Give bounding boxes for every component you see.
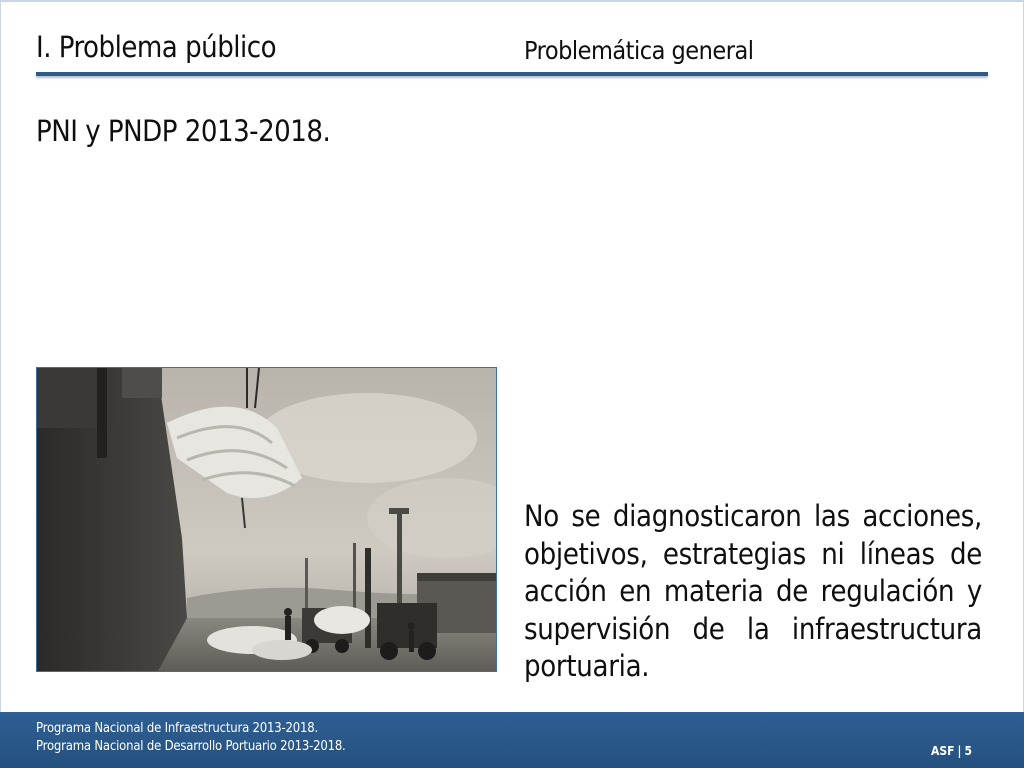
page-number: 5 [964,744,972,758]
footer-source-2: Programa Nacional de Desarrollo Portuario 2013-2018. [36,739,346,754]
left-border [0,0,1,712]
body-paragraph: No se diagnosticaron las acciones, objetivos, estrategias ni líneas de acción en materia de regulación y supervisión de la infraestructura portuaria. [524,499,982,683]
title-divider [36,72,988,76]
label-separator: | [957,744,962,758]
page-label [931,744,972,758]
footer-bar [0,712,1024,768]
port-cargo-photo [36,367,497,672]
top-border [0,0,1024,2]
footer-source-1: Programa Nacional de Infraestructura 2013-2018. [36,721,319,736]
section-title: I. Problema público [36,30,277,64]
subsection-title: Problemática general [524,36,754,65]
org-abbrev: ASF [931,744,955,758]
slide-heading: PNI y PNDP 2013-2018. [36,114,331,148]
